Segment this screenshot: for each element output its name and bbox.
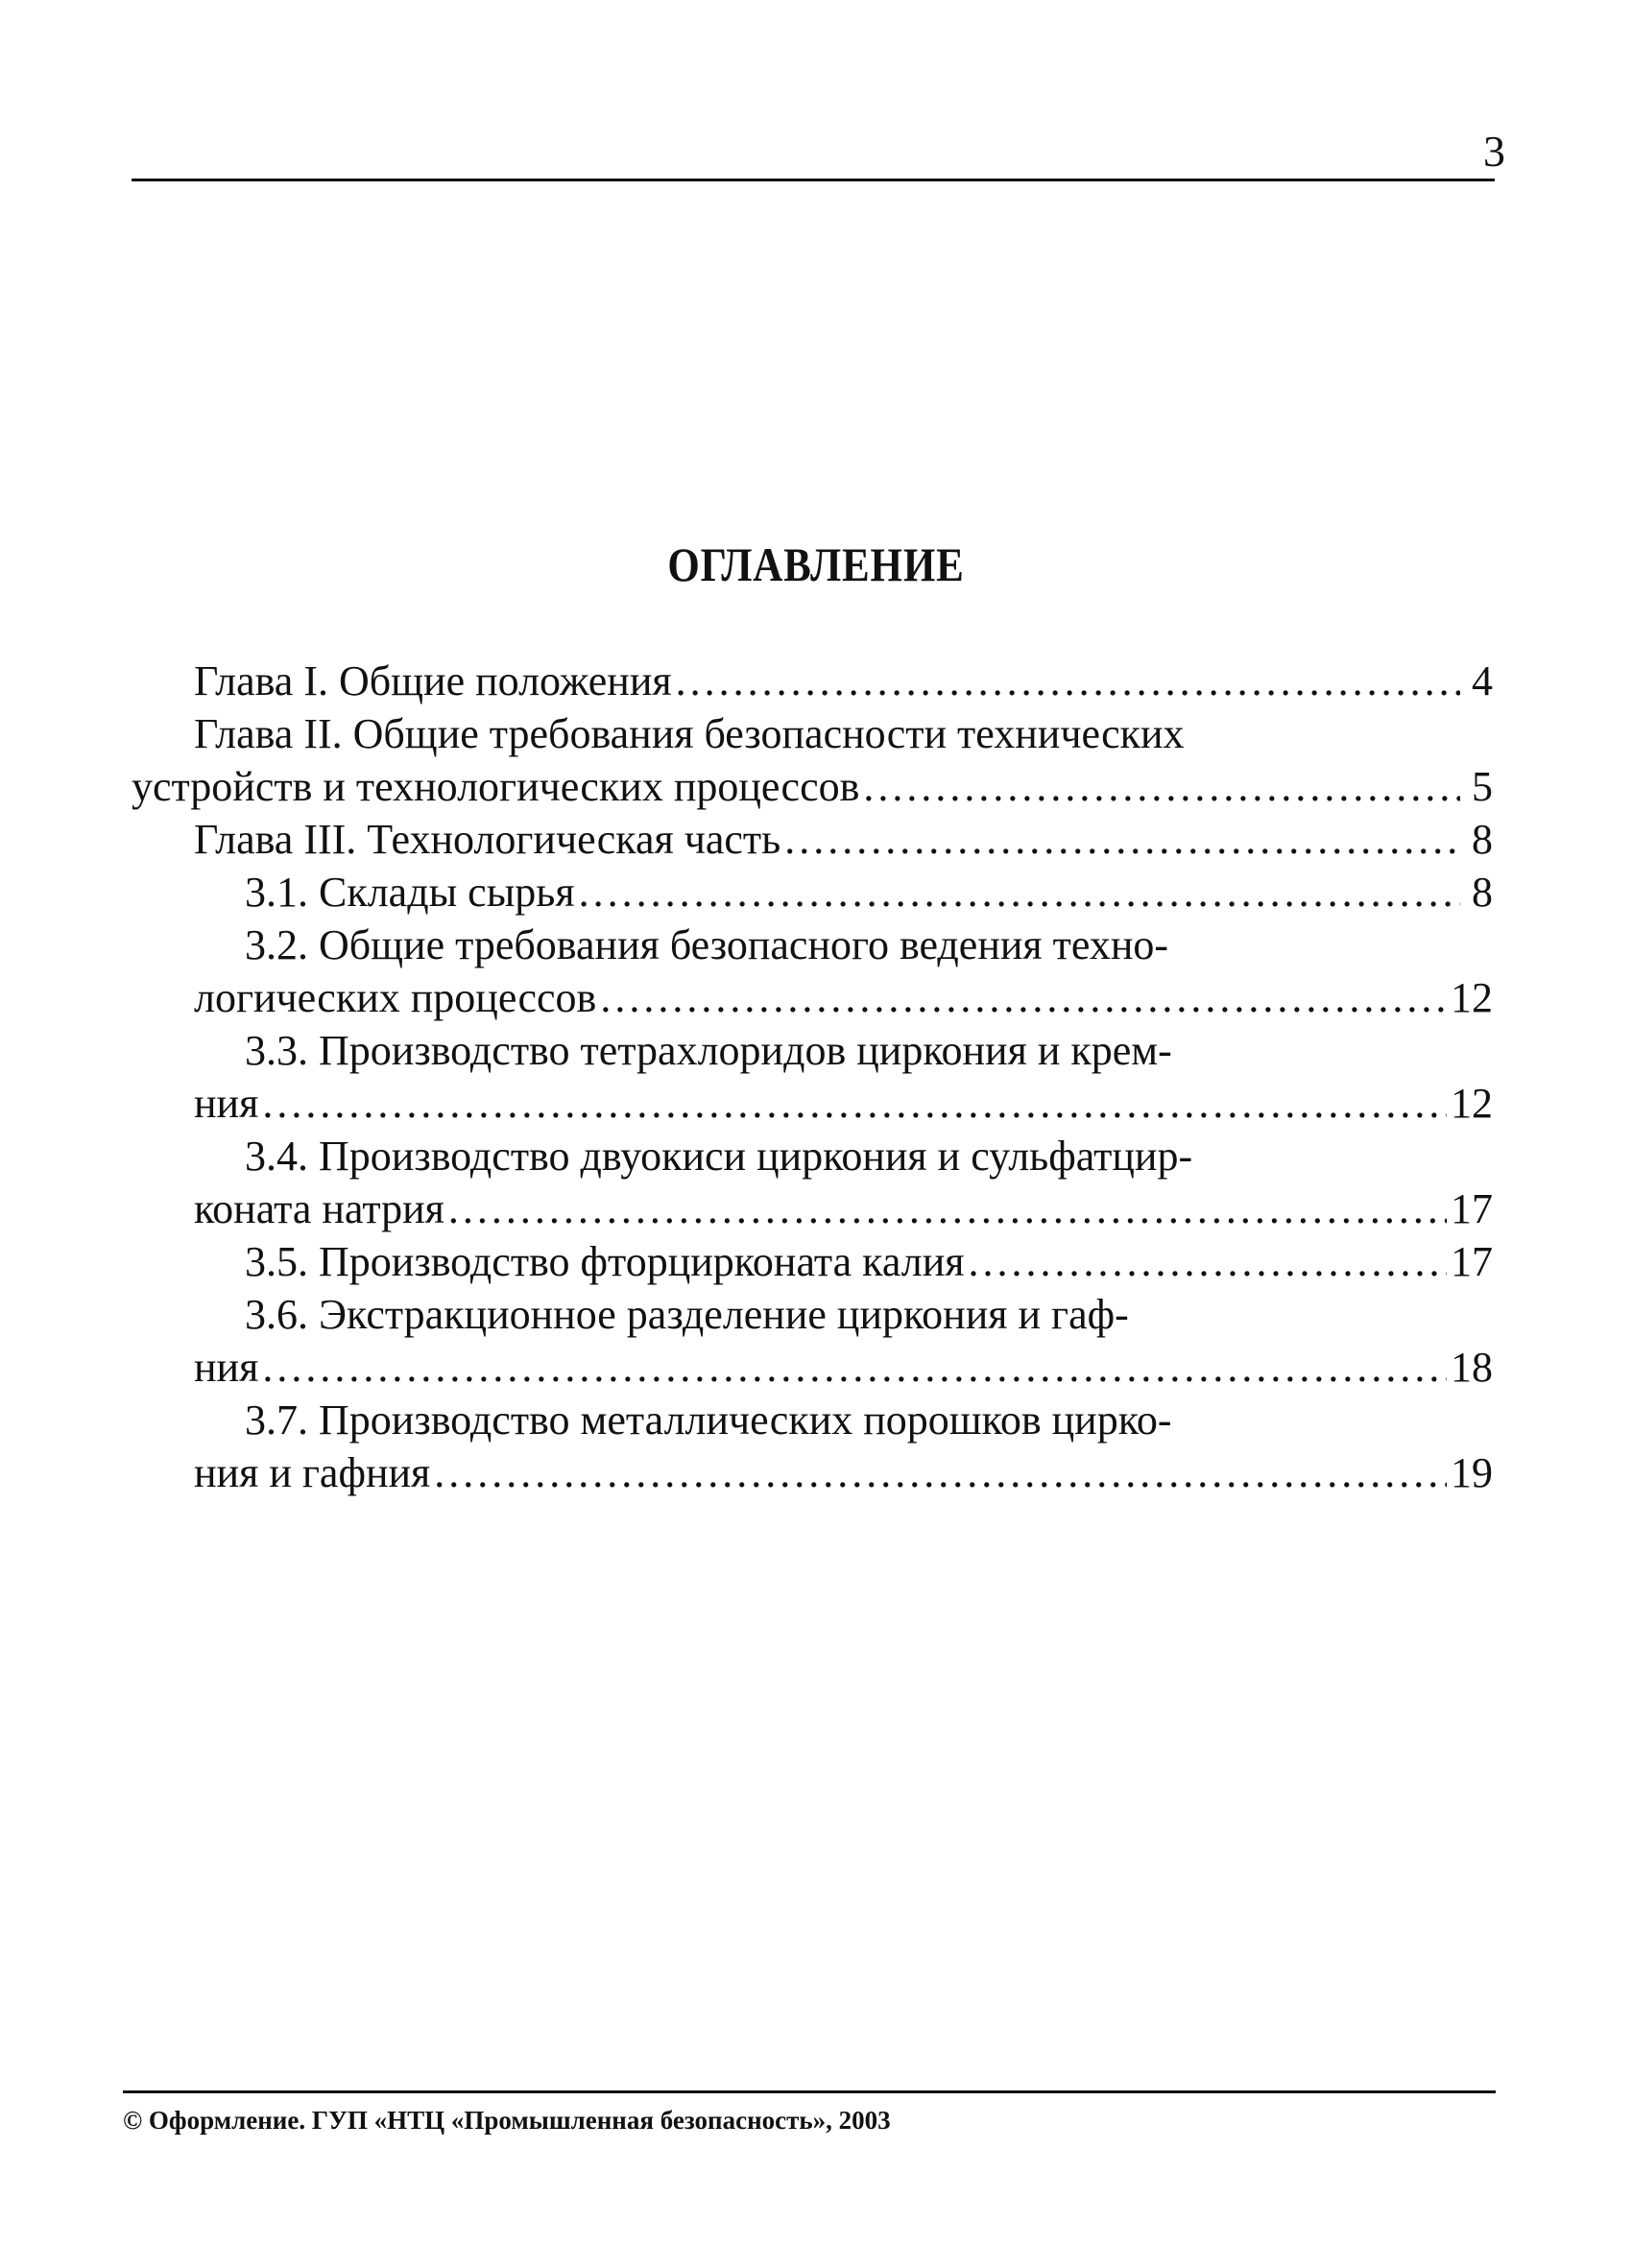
toc-entry[interactable] bbox=[132, 1130, 1493, 1235]
dot-leader bbox=[579, 866, 1460, 919]
toc-entry-final-line bbox=[132, 760, 1493, 813]
toc-page-number: 5 bbox=[1472, 763, 1493, 810]
toc-entry[interactable] bbox=[132, 1394, 1493, 1499]
header-rule bbox=[132, 179, 1495, 181]
toc-entry-title: 3.1. Склады сырья bbox=[245, 869, 575, 916]
dot-leader bbox=[434, 1446, 1447, 1499]
toc-page-number: 4 bbox=[1472, 657, 1493, 704]
toc-entry-line: 3.4. Производство двуокиси циркония и сульфатцир- bbox=[245, 1133, 1193, 1180]
toc-title: ОГЛАВЛЕНИЕ bbox=[667, 537, 965, 591]
toc-entry[interactable] bbox=[132, 707, 1493, 813]
toc-entry-final-line bbox=[132, 1235, 1493, 1288]
dot-leader bbox=[863, 760, 1460, 813]
toc-page-number: 17 bbox=[1451, 1185, 1493, 1232]
toc-entry-title: ния bbox=[194, 1080, 259, 1127]
toc-page-number: 18 bbox=[1451, 1344, 1493, 1391]
toc-entry-title: устройств и технологических процессов bbox=[132, 763, 860, 810]
dot-leader bbox=[448, 1182, 1447, 1235]
dot-leader bbox=[600, 971, 1447, 1024]
toc-entry[interactable] bbox=[132, 1024, 1493, 1130]
toc-entry-title: логических процессов bbox=[194, 974, 597, 1021]
toc-entry-final-line bbox=[132, 971, 1493, 1024]
toc-entry-title: коната натрия bbox=[194, 1185, 444, 1232]
toc-entry-line: 3.7. Производство металлических порошков цирко- bbox=[245, 1397, 1172, 1444]
dot-leader bbox=[262, 1341, 1447, 1394]
toc-entry-final-line bbox=[132, 1077, 1493, 1130]
toc-entry-title: ния bbox=[194, 1344, 259, 1391]
toc-entry-line: 3.2. Общие требования безопасного ведения техно- bbox=[245, 921, 1169, 968]
toc-page-number: 12 bbox=[1451, 1080, 1493, 1127]
toc-entry[interactable] bbox=[132, 1288, 1493, 1394]
dot-leader bbox=[784, 813, 1460, 866]
toc-entry-final-line bbox=[132, 1341, 1493, 1394]
toc-page-number: 17 bbox=[1451, 1238, 1493, 1285]
toc-entry-line: Глава II. Общие требования безопасности технических bbox=[194, 710, 1185, 757]
dot-leader bbox=[262, 1077, 1447, 1130]
toc-entry-title: Глава I. Общие положения bbox=[194, 657, 672, 704]
toc-entry[interactable] bbox=[132, 919, 1493, 1024]
toc-entry-title: ния и гафния bbox=[194, 1449, 431, 1496]
toc-entry-line: 3.6. Экстракционное разделение циркония и гаф- bbox=[245, 1291, 1129, 1338]
toc-page-number: 8 bbox=[1472, 869, 1493, 916]
dot-leader bbox=[969, 1235, 1447, 1288]
toc-entry-line: 3.3. Производство тетрахлоридов циркония и крем- bbox=[245, 1027, 1172, 1074]
toc-page-number: 12 bbox=[1451, 974, 1493, 1021]
toc-entry-final-line bbox=[132, 1446, 1493, 1499]
toc-entry[interactable] bbox=[132, 1235, 1493, 1288]
toc-entry[interactable] bbox=[132, 866, 1493, 919]
toc-entry-title: Глава III. Технологическая часть bbox=[194, 816, 781, 863]
toc-entry-title: 3.5. Производство фторцирконата калия bbox=[245, 1238, 965, 1285]
toc-page-number: 8 bbox=[1472, 816, 1493, 863]
copyright-note: © Оформление. ГУП «НТЦ «Промышленная безопасность», 2003 bbox=[123, 2106, 891, 2135]
table-of-contents bbox=[132, 655, 1493, 1499]
toc-entry-final-line bbox=[132, 813, 1493, 866]
dot-leader bbox=[676, 655, 1460, 707]
toc-page-number: 19 bbox=[1451, 1449, 1493, 1496]
toc-entry-final-line bbox=[132, 866, 1493, 919]
toc-entry-final-line bbox=[132, 655, 1493, 707]
page-number: 3 bbox=[1483, 127, 1505, 176]
toc-entry-final-line bbox=[132, 1182, 1493, 1235]
toc-entry[interactable] bbox=[132, 813, 1493, 866]
footer-rule bbox=[123, 2090, 1496, 2093]
toc-entry[interactable] bbox=[132, 655, 1493, 707]
